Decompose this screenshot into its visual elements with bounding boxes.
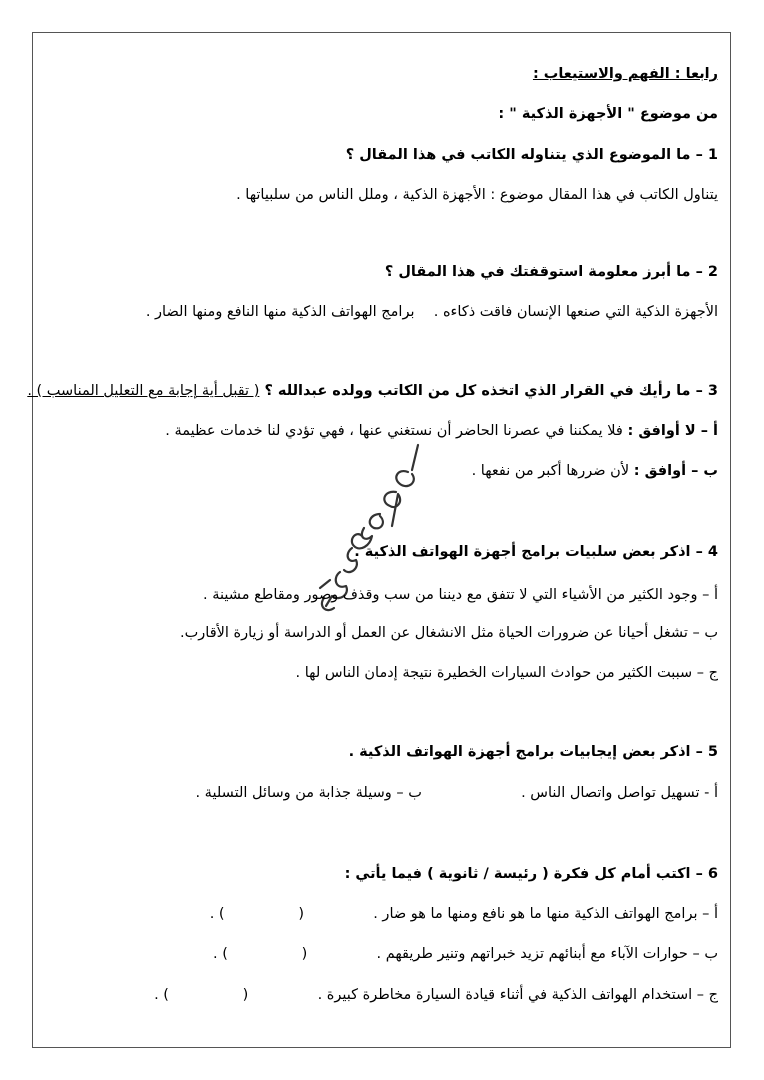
idea-a [210,904,718,924]
question-5 [349,742,718,762]
answer-1: يتناول الكاتب في هذا المقال موضوع : الأجهزة الذكية ، وملل الناس من سلبياتها . [236,187,718,203]
answer-3a-text: فلا يمكننا في عصرنا الحاضر أن نستغني عنها ، فهي تؤدي لنا خدمات عظيمة . [165,423,623,439]
question-6 [345,864,718,884]
question-1 [346,145,718,165]
question-6-number: 6 [707,866,718,882]
dash: – [695,744,703,760]
question-3-note: ( تقبل أية إجابة مع التعليل المناسب ) . [27,383,260,399]
idea-b [213,944,718,964]
idea-c [154,985,718,1005]
dash: – [695,147,703,163]
answer-5b: ب – وسيلة جذابة من وسائل التسلية . [195,785,422,801]
idea-a-text: أ – برامج الهواتف الذكية منها ما هو نافع ومنها ما هو ضار . [373,906,718,922]
dash: – [695,383,703,399]
answer-4b: ب – تشغل أحيانا عن ضرورات الحياة مثل الانشغال عن العمل أو الدراسة أو زيارة الأقارب. [180,625,718,641]
answer-3b-label: ب – أوافق : [633,463,718,479]
answer-2-part2: برامج الهواتف الذكية منها النافع ومنها الضار . [145,304,415,320]
question-4-text: اذكر بعض سلبيات برامج أجهزة الهواتف الذكية . [354,544,691,560]
idea-a-blank[interactable]: ( ) . [209,906,304,922]
answer-4c: ج – سببت الكثير من حوادث السيارات الخطيرة نتيجة إدمان الناس لها . [295,665,718,681]
answer-2-part1: الأجهزة الذكية التي صنعها الإنسان فاقت ذكاءه . [433,304,718,320]
question-1-number: 1 [707,147,718,163]
question-1-text: ما الموضوع الذي يتناوله الكاتب في هذا المقال ؟ [345,147,691,163]
idea-c-text: ج – استخدام الهواتف الذكية في أثناء قيادة السيارة مخاطرة كبيرة . [317,987,718,1003]
dash: – [695,544,703,560]
question-2-text: ما أبرز معلومة استوقفتك في هذا المقال ؟ [384,264,691,280]
question-5-number: 5 [707,744,718,760]
answer-3a [165,421,718,441]
answer-2 [146,302,718,322]
question-4-number: 4 [707,544,718,560]
answer-3a-label: أ – لا أوافق : [627,423,718,439]
topic-line: من موضوع " الأجهزة الذكية " : [498,106,718,122]
idea-b-blank[interactable]: ( ) . [212,946,308,962]
question-3 [27,381,718,401]
question-2-number: 2 [707,264,718,280]
question-6-text: اكتب أمام كل فكرة ( رئيسة / ثانوية ) فيما يأتي : [344,866,691,882]
answer-3b [472,461,718,481]
idea-b-text: ب – حوارات الآباء مع أبنائهم تزيد خبراتهم وتنير طريقهم . [376,946,718,962]
answer-3b-text: لأن ضررها أكبر من نفعها . [471,463,630,479]
dash: – [695,866,703,882]
answer-4a: أ – وجود الكثير من الأشياء التي لا تتفق مع ديننا من سب وقذف وصور ومقاطع مشينة . [203,587,718,603]
question-5-text: اذكر بعض إيجابيات برامج أجهزة الهواتف الذكية . [348,744,691,760]
dash: – [695,264,703,280]
idea-c-blank[interactable]: ( ) . [154,987,249,1003]
question-3-text: ما رأيك في القرار الذي اتخذه كل من الكاتب وولده عبدالله ؟ [264,383,691,399]
answer-5 [195,783,718,803]
answer-5a: أ - تسهيل تواصل واتصال الناس . [521,785,718,801]
question-4 [354,542,718,562]
question-2 [385,262,718,282]
question-3-number: 3 [707,383,718,399]
section-title: رابعا : الفهم والاستيعاب : [532,66,718,82]
